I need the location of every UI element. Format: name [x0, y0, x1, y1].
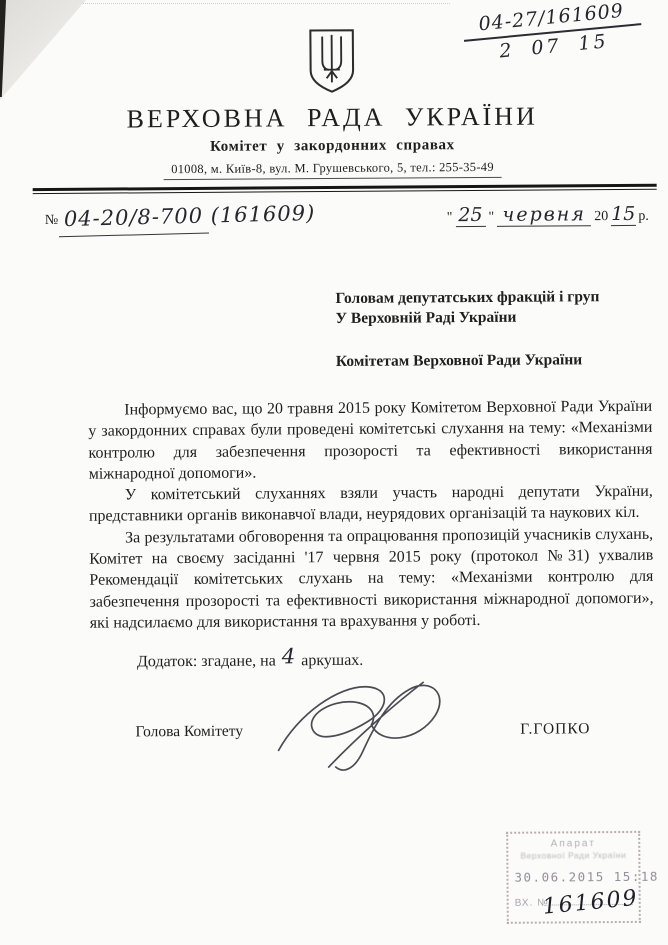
reference-number-handwritten: 04-20/8-700 (161609) [63, 200, 316, 232]
date-month-handwritten: червня [497, 203, 591, 227]
scan-top-edge-artifact [82, 3, 450, 4]
recipient-line-1: Головам депутатських фракцій і груп [335, 288, 600, 307]
date-century: 20 [594, 209, 609, 225]
letter-body [88, 396, 654, 634]
signature-scribble [270, 669, 461, 775]
stamp-org-line-1: Апарат [550, 838, 596, 850]
date-quote-open: " [446, 210, 453, 226]
stamp-incoming-label: ВХ. № [514, 897, 549, 909]
attachment-pages-handwritten: 4 [281, 644, 296, 669]
signer-title: Голова Комітету [135, 722, 244, 741]
incoming-registration-stamp [506, 831, 659, 924]
signature-row [2, 720, 668, 743]
body-paragraph-3: За результатами обговорення та опрацювання пропозицій учасників слухань, Комітет на своєму засіданні '17 червня 2015 року (протокол №31) ухвалив Рекомендації комітетських слухань на тему: «Механізми контролю для забезпечення прозорості та ефективності використання міжнародної допомоги», які надсилаємо для використання та врахування у роботі. [89, 525, 654, 632]
recipients-block [335, 287, 668, 372]
reference-line [0, 201, 667, 242]
attachment-line [90, 644, 654, 672]
recipient-line-3: Комітетам Верховної Ради України [335, 351, 583, 370]
body-paragraph-2: У комітетський слуханнях взяли участь народні депутати України, представники органів виконавчої влади, неурядових організацій та наукових кіл. [88, 482, 653, 526]
date-day-handwritten: 25 [455, 204, 485, 227]
reference-number-label: № [44, 212, 59, 229]
registry-note-number: 04-27/161609 [462, 0, 642, 42]
body-paragraph-1: Інформуємо вас, що 20 травня 2015 року Комітетом Верховної Ради України у закордонних справах були проведені комітетські слухання на тему: «Механізми контролю для забезпечення прозорості та ефективності використання міжнародної допомоги». [88, 397, 653, 483]
registry-note-date: 2 07 15 [498, 30, 610, 63]
date-line [447, 203, 649, 227]
committee-address: 01008, м. Київ-8, вул. М. Грушевського, 5, тел.: 255-35-49 [163, 160, 502, 180]
committee-name: Комітет у закордонних справах [209, 137, 455, 155]
stamp-incoming-number-handwritten: 161609 [541, 885, 640, 920]
date-year-handwritten: 15 [611, 202, 636, 226]
ukraine-trident-emblem [303, 28, 361, 94]
stamp-datetime: 30.06.2015 15:18 [514, 868, 659, 885]
stamp-org-line-2: Верховної Ради України [520, 849, 627, 861]
attachment-suffix: аркушах. [301, 652, 364, 670]
organization-title: ВЕРХОВНА РАДА УКРАЇНИ [126, 101, 538, 134]
recipient-line-2: У Верховній Раді України [335, 308, 517, 327]
date-quote-close: " [488, 209, 495, 225]
date-suffix: р. [638, 208, 649, 224]
signer-name: Г.ГОПКО [520, 720, 591, 738]
reference-number-underline [59, 233, 209, 238]
attachment-prefix: Додаток: згадане, на [136, 652, 276, 671]
